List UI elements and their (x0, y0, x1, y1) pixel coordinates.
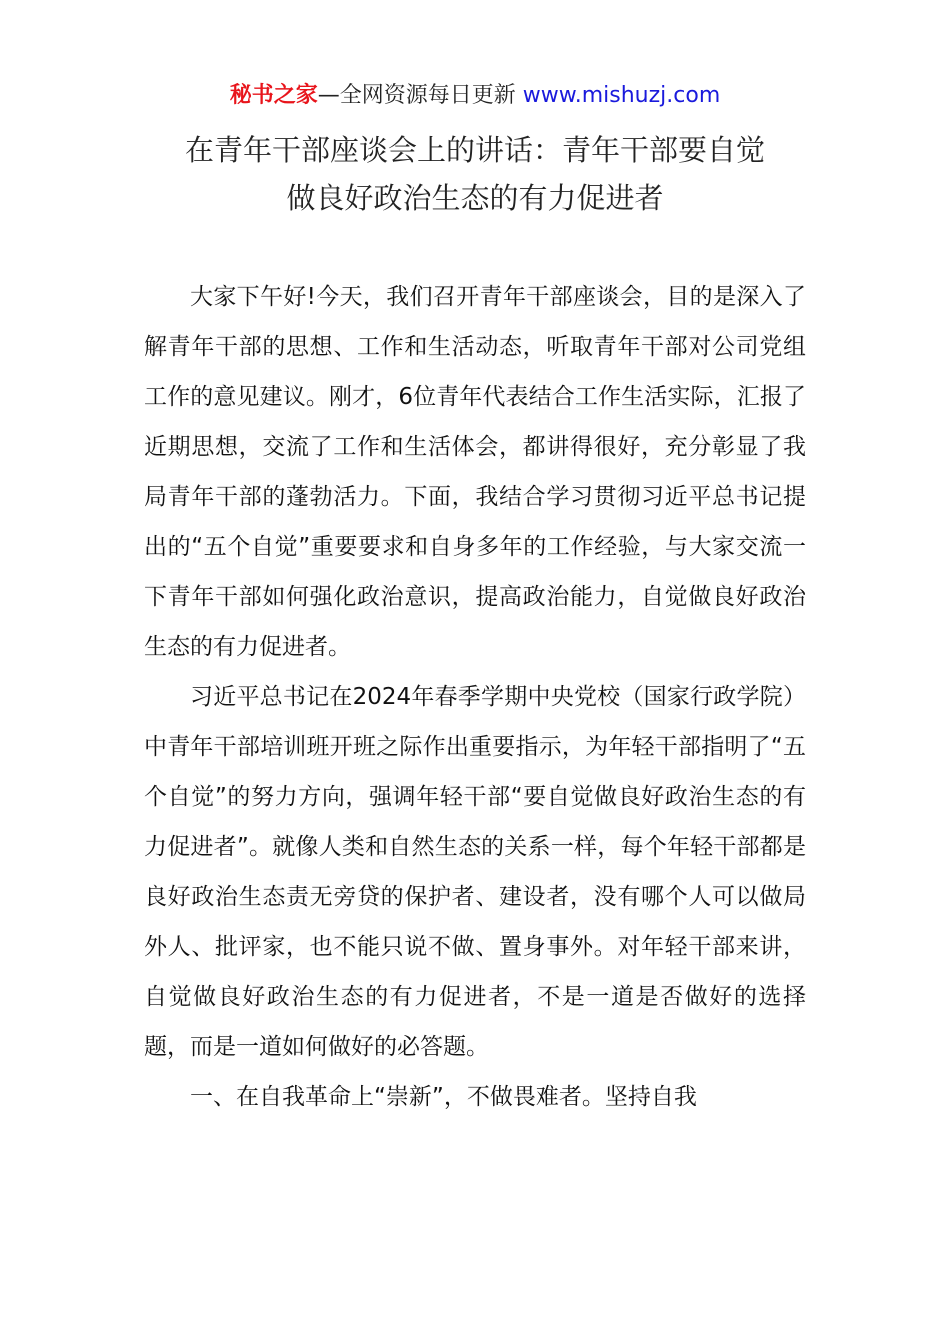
title-line-1: 在青年干部座谈会上的讲话：青年干部要自觉 (184, 133, 765, 167)
paragraph-2: 习近平总书记在2024年春季学期中央党校（国家行政学院）中青年干部培训班开班之际作出重要指示，为年轻干部指明了“五个自觉”的努力方向，强调年轻干部“要自觉做良好政治生态的有力促进者”。就像人类和自然生态的关系一样，每个年轻干部都是良好政治生态责无旁贷的保护者、建设者，没有哪个人可以做局外人、批评家，也不能只说不做、置身事外。对年轻干部来讲，自觉做良好政治生态的有力促进者，不是一道是否做好的选择题，而是一道如何做好的必答题。 (144, 684, 806, 1060)
paragraph-1: 大家下午好!今天，我们召开青年干部座谈会，目的是深入了解青年干部的思想、工作和生活动态，听取青年干部对公司党组工作的意见建议。刚才，6位青年代表结合工作生活实际，汇报了近期思想，交流了工作和生活体会，都讲得很好，充分彰显了我局青年干部的蓬勃活力。下面，我结合学习贯彻习近平总书记提出的“五个自觉”重要要求和自身多年的工作经验，与大家交流一下青年干部如何强化政治意识，提高政治能力，自觉做良好政治生态的有力促进者。 (144, 284, 806, 660)
site-url-link[interactable]: www.mishuzj.com (522, 83, 721, 108)
document-title (120, 126, 830, 222)
document-body (144, 272, 806, 1122)
site-brand: 秘书之家 (229, 83, 318, 108)
paragraph-3: 一、在自我革命上“崇新”，不做畏难者。坚持自我 (190, 1084, 697, 1110)
site-header (0, 80, 950, 112)
title-line-2: 做良好政治生态的有力促进者 (286, 181, 664, 215)
site-tagline: —全网资源每日更新 (317, 83, 523, 108)
